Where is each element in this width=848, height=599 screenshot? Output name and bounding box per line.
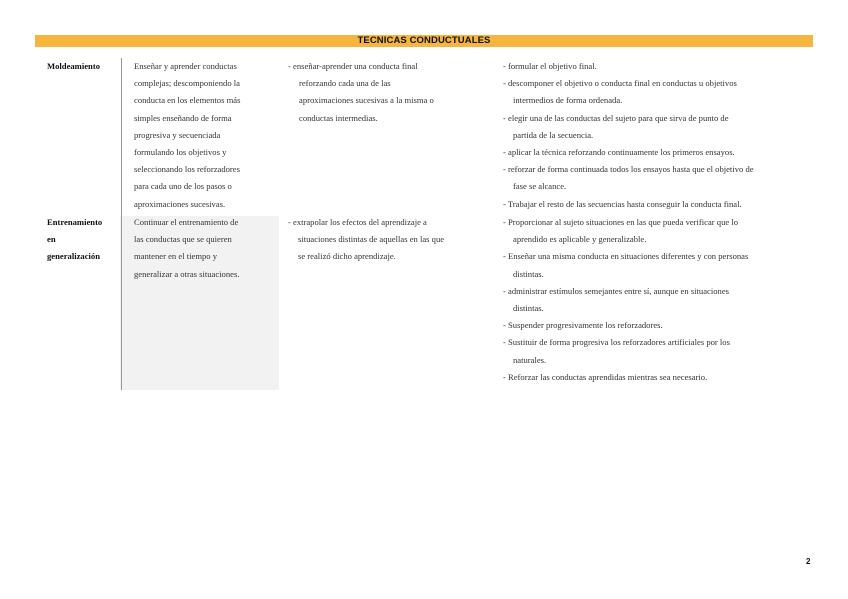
- objective-moldeamiento: - enseñar-aprender una conducta final reforzando cada una de las aproximaciones sucesivas a la misma o conductas intermedias.: [288, 61, 434, 123]
- row-label-entrenamiento: Entrenamiento en generalización: [47, 217, 103, 262]
- steps-moldeamiento: - formular el objetivo final. - descomponer el objetivo o conducta final en conductas u objetivos intermedios de forma ordenada. - elegir una de las conductas del sujeto para que sirva de punto de partida de la secuencia. - aplicar la técnica reforzando continuamente los primeros ensayos. - reforzar de forma continuada todos los ensayos hasta que el objetivo de fase se alcance. - Trabajar el resto de las secuencias hasta conseguir la conducta final.: [503, 61, 754, 209]
- objective-entrenamiento: - extrapolar los efectos del aprendizaje a situaciones distintas de aquellas en las que se realizó dicho aprendizaje.: [288, 217, 445, 262]
- page-number: 2: [806, 557, 811, 566]
- row-label-moldeamiento: Moldeamiento: [47, 61, 100, 71]
- definition-moldeamiento: Enseñar y aprender conductas complejas; descomponiendo la conducta en los elementos más simples enseñando de forma progresiva y secuenciada formulando los objetivos y seleccionando los reforzadores para cada uno de los pasos o aproximaciones sucesivas.: [134, 61, 241, 209]
- definition-entrenamiento: Continuar el entrenamiento de las conductas que se quieren mantener en el tiempo y generalizar a otras situaciones.: [134, 217, 240, 279]
- table-title: TECNICAS CONDUCTUALES: [35, 35, 813, 47]
- steps-entrenamiento: - Proporcionar al sujeto situaciones en las que pueda verificar que lo aprendido es aplicable y generalizable. - Enseñar una misma conducta en situaciones diferentes y con personas distintas. - administrar estímulos semejantes entre sí, aunque en situaciones distintas. - Suspender progresivamente los reforzadores. - Sustituir de forma progresiva los reforzadores artificiales por los naturales. - Reforzar las conductas aprendidas mientras sea necesario.: [503, 217, 749, 382]
- column-divider: [121, 58, 122, 390]
